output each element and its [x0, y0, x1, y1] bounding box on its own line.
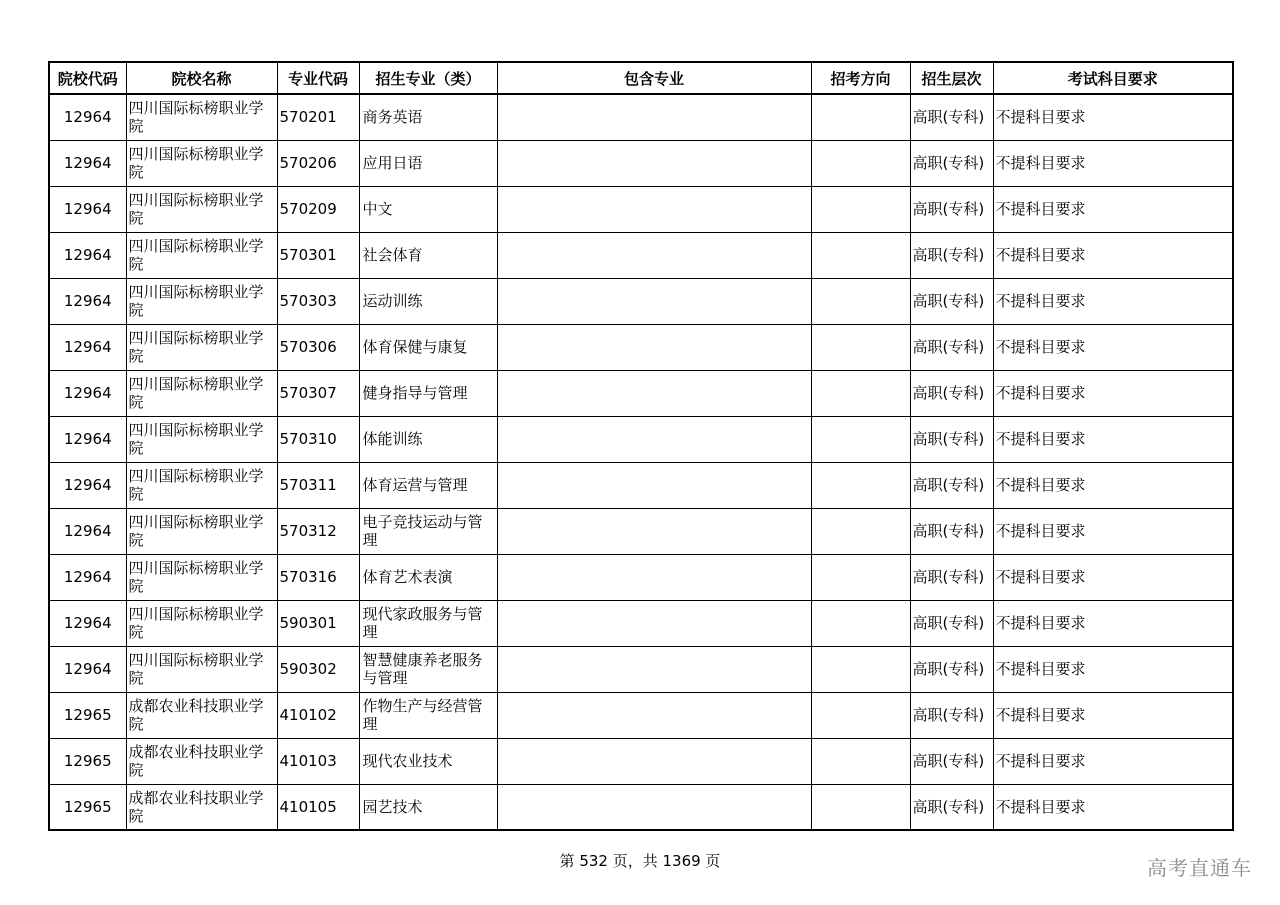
- direction-cell: [811, 370, 910, 416]
- requirement-cell: 不提科目要求: [993, 94, 1233, 140]
- included-majors-cell: [497, 140, 811, 186]
- header-requirement: 考试科目要求: [993, 62, 1233, 94]
- included-majors-cell: [497, 692, 811, 738]
- included-majors-cell: [497, 94, 811, 140]
- school-name-cell: 四川国际标榜职业学院: [126, 554, 277, 600]
- included-majors-cell: [497, 646, 811, 692]
- major-cell: 商务英语: [359, 94, 497, 140]
- requirement-cell: 不提科目要求: [993, 646, 1233, 692]
- school-code-cell: 12964: [49, 462, 126, 508]
- table-row: [49, 94, 1233, 140]
- school-name-cell: 四川国际标榜职业学院: [126, 416, 277, 462]
- table-row: [49, 416, 1233, 462]
- level-cell: 高职(专科): [910, 278, 993, 324]
- major-code-cell: 570307: [277, 370, 359, 416]
- requirement-cell: 不提科目要求: [993, 692, 1233, 738]
- major-code-cell: 570312: [277, 508, 359, 554]
- table-row: [49, 462, 1233, 508]
- requirement-cell: 不提科目要求: [993, 324, 1233, 370]
- major-code-cell: 570201: [277, 94, 359, 140]
- direction-cell: [811, 324, 910, 370]
- school-code-cell: 12964: [49, 232, 126, 278]
- major-cell: 园艺技术: [359, 784, 497, 830]
- table-row: [49, 738, 1233, 784]
- requirement-cell: 不提科目要求: [993, 416, 1233, 462]
- major-code-cell: 570303: [277, 278, 359, 324]
- major-cell: 运动训练: [359, 278, 497, 324]
- school-name-cell: 四川国际标榜职业学院: [126, 140, 277, 186]
- direction-cell: [811, 692, 910, 738]
- requirement-cell: 不提科目要求: [993, 462, 1233, 508]
- included-majors-cell: [497, 600, 811, 646]
- direction-cell: [811, 784, 910, 830]
- direction-cell: [811, 738, 910, 784]
- header-major: 招生专业（类）: [359, 62, 497, 94]
- level-cell: 高职(专科): [910, 784, 993, 830]
- level-cell: 高职(专科): [910, 370, 993, 416]
- major-cell: 现代家政服务与管理: [359, 600, 497, 646]
- included-majors-cell: [497, 186, 811, 232]
- requirement-cell: 不提科目要求: [993, 186, 1233, 232]
- included-majors-cell: [497, 784, 811, 830]
- table-row: [49, 646, 1233, 692]
- school-name-cell: 四川国际标榜职业学院: [126, 94, 277, 140]
- included-majors-cell: [497, 462, 811, 508]
- direction-cell: [811, 600, 910, 646]
- school-code-cell: 12964: [49, 508, 126, 554]
- direction-cell: [811, 186, 910, 232]
- major-cell: 智慧健康养老服务与管理: [359, 646, 497, 692]
- school-name-cell: 四川国际标榜职业学院: [126, 232, 277, 278]
- level-cell: 高职(专科): [910, 600, 993, 646]
- major-code-cell: 570301: [277, 232, 359, 278]
- level-cell: 高职(专科): [910, 692, 993, 738]
- school-code-cell: 12964: [49, 554, 126, 600]
- level-cell: 高职(专科): [910, 462, 993, 508]
- requirement-cell: 不提科目要求: [993, 600, 1233, 646]
- direction-cell: [811, 278, 910, 324]
- school-code-cell: 12964: [49, 140, 126, 186]
- level-cell: 高职(专科): [910, 554, 993, 600]
- table-row: [49, 370, 1233, 416]
- header-level: 招生层次: [910, 62, 993, 94]
- requirement-cell: 不提科目要求: [993, 554, 1233, 600]
- major-code-cell: 590301: [277, 600, 359, 646]
- major-cell: 现代农业技术: [359, 738, 497, 784]
- included-majors-cell: [497, 554, 811, 600]
- school-name-cell: 四川国际标榜职业学院: [126, 462, 277, 508]
- included-majors-cell: [497, 232, 811, 278]
- header-major-code: 专业代码: [277, 62, 359, 94]
- table-row: [49, 232, 1233, 278]
- school-name-cell: 四川国际标榜职业学院: [126, 186, 277, 232]
- table-row: [49, 784, 1233, 830]
- requirement-cell: 不提科目要求: [993, 370, 1233, 416]
- included-majors-cell: [497, 324, 811, 370]
- level-cell: 高职(专科): [910, 140, 993, 186]
- major-cell: 体能训练: [359, 416, 497, 462]
- direction-cell: [811, 416, 910, 462]
- header-included-majors: 包含专业: [497, 62, 811, 94]
- level-cell: 高职(专科): [910, 232, 993, 278]
- major-code-cell: 570206: [277, 140, 359, 186]
- table-row: [49, 508, 1233, 554]
- school-name-cell: 成都农业科技职业学院: [126, 784, 277, 830]
- major-code-cell: 590302: [277, 646, 359, 692]
- table-row: [49, 186, 1233, 232]
- school-code-cell: 12964: [49, 646, 126, 692]
- major-cell: 健身指导与管理: [359, 370, 497, 416]
- school-code-cell: 12964: [49, 278, 126, 324]
- watermark: 高考直通车: [1147, 856, 1252, 880]
- school-name-cell: 四川国际标榜职业学院: [126, 278, 277, 324]
- requirement-cell: 不提科目要求: [993, 232, 1233, 278]
- major-code-cell: 570306: [277, 324, 359, 370]
- major-code-cell: 410105: [277, 784, 359, 830]
- school-name-cell: 四川国际标榜职业学院: [126, 646, 277, 692]
- major-code-cell: 570209: [277, 186, 359, 232]
- school-code-cell: 12964: [49, 94, 126, 140]
- school-name-cell: 四川国际标榜职业学院: [126, 600, 277, 646]
- included-majors-cell: [497, 508, 811, 554]
- major-cell: 体育保健与康复: [359, 324, 497, 370]
- requirement-cell: 不提科目要求: [993, 738, 1233, 784]
- major-cell: 电子竞技运动与管理: [359, 508, 497, 554]
- school-code-cell: 12964: [49, 370, 126, 416]
- direction-cell: [811, 462, 910, 508]
- major-cell: 作物生产与经营管理: [359, 692, 497, 738]
- direction-cell: [811, 94, 910, 140]
- table-header: [49, 62, 1233, 94]
- school-name-cell: 成都农业科技职业学院: [126, 692, 277, 738]
- requirement-cell: 不提科目要求: [993, 784, 1233, 830]
- header-row: [49, 62, 1233, 94]
- school-code-cell: 12964: [49, 324, 126, 370]
- included-majors-cell: [497, 416, 811, 462]
- table-row: [49, 140, 1233, 186]
- requirement-cell: 不提科目要求: [993, 140, 1233, 186]
- school-name-cell: 四川国际标榜职业学院: [126, 324, 277, 370]
- major-cell: 应用日语: [359, 140, 497, 186]
- school-name-cell: 四川国际标榜职业学院: [126, 508, 277, 554]
- major-code-cell: 570310: [277, 416, 359, 462]
- included-majors-cell: [497, 370, 811, 416]
- level-cell: 高职(专科): [910, 738, 993, 784]
- school-code-cell: 12965: [49, 738, 126, 784]
- major-cell: 社会体育: [359, 232, 497, 278]
- page-number: 第 532 页，共 1369 页: [559, 852, 721, 870]
- table-row: [49, 600, 1233, 646]
- level-cell: 高职(专科): [910, 186, 993, 232]
- direction-cell: [811, 508, 910, 554]
- requirement-cell: 不提科目要求: [993, 508, 1233, 554]
- major-code-cell: 410103: [277, 738, 359, 784]
- school-code-cell: 12965: [49, 692, 126, 738]
- included-majors-cell: [497, 278, 811, 324]
- school-code-cell: 12964: [49, 186, 126, 232]
- table-body: [49, 94, 1233, 830]
- school-code-cell: 12965: [49, 784, 126, 830]
- header-school-name: 院校名称: [126, 62, 277, 94]
- header-direction: 招考方向: [811, 62, 910, 94]
- level-cell: 高职(专科): [910, 416, 993, 462]
- direction-cell: [811, 140, 910, 186]
- school-code-cell: 12964: [49, 416, 126, 462]
- table-row: [49, 278, 1233, 324]
- header-school-code: 院校代码: [49, 62, 126, 94]
- direction-cell: [811, 554, 910, 600]
- school-name-cell: 成都农业科技职业学院: [126, 738, 277, 784]
- major-cell: 中文: [359, 186, 497, 232]
- included-majors-cell: [497, 738, 811, 784]
- level-cell: 高职(专科): [910, 324, 993, 370]
- direction-cell: [811, 232, 910, 278]
- requirement-cell: 不提科目要求: [993, 278, 1233, 324]
- major-code-cell: 570316: [277, 554, 359, 600]
- major-code-cell: 570311: [277, 462, 359, 508]
- major-cell: 体育运营与管理: [359, 462, 497, 508]
- table-row: [49, 324, 1233, 370]
- school-code-cell: 12964: [49, 600, 126, 646]
- school-name-cell: 四川国际标榜职业学院: [126, 370, 277, 416]
- table-row: [49, 692, 1233, 738]
- enrollment-table: [48, 61, 1234, 831]
- level-cell: 高职(专科): [910, 508, 993, 554]
- level-cell: 高职(专科): [910, 94, 993, 140]
- major-cell: 体育艺术表演: [359, 554, 497, 600]
- major-code-cell: 410102: [277, 692, 359, 738]
- direction-cell: [811, 646, 910, 692]
- level-cell: 高职(专科): [910, 646, 993, 692]
- table-row: [49, 554, 1233, 600]
